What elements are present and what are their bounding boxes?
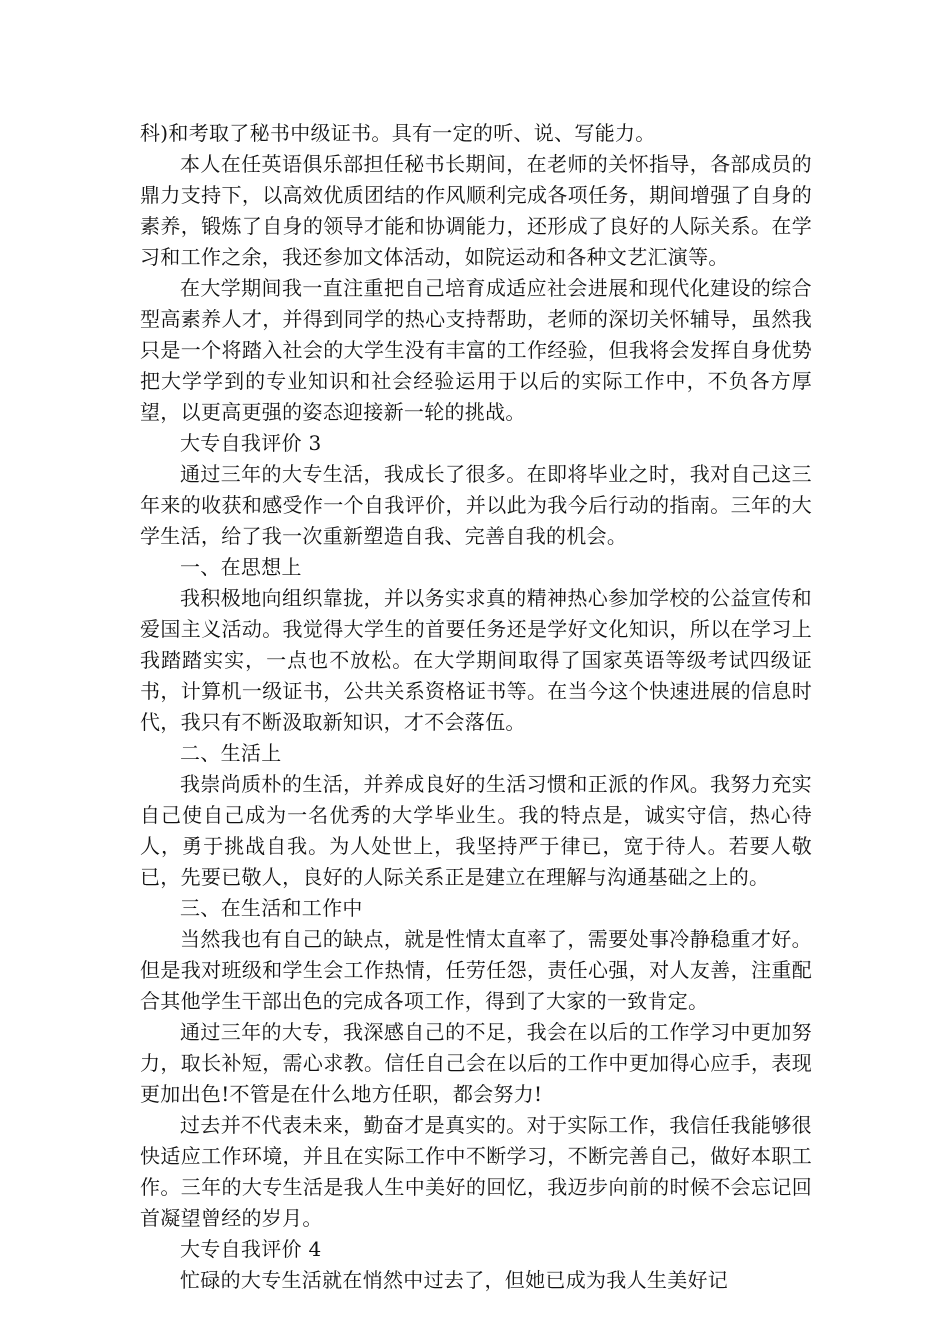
section-heading: 大专自我评价 4 (180, 1237, 322, 1261)
paragraph: 我崇尚质朴的生活，并养成良好的生活习惯和正派的作风。我努力充实自己使自己成为一名优秀的大学毕业生。我的特点是，诚实守信，热心待人，勇于挑战自我。为人处世上，我坚持严于律已，宽于待人。若要人敬已，先要已敬人，良好的人际关系正是建立在理解与沟通基础之上的。 (140, 772, 812, 889)
paragraph: 当然我也有自己的缺点，就是性情太直率了，需要处事冷静稳重才好。但是我对班级和学生会工作热情，任劳任怨，责任心强，对人友善，注重配合其他学生干部出色的完成各项工作，得到了大家的一致肯定。 (140, 927, 812, 1013)
section-heading: 二、生活上 (180, 741, 282, 765)
paragraph: 忙碌的大专生活就在悄然中过去了，但她已成为我人生美好记 (180, 1268, 729, 1292)
document-page (140, 118, 812, 1296)
paragraph: 科)和考取了秘书中级证书。具有一定的听、说、写能力。 (140, 121, 656, 145)
section-heading: 大专自我评价 3 (180, 431, 322, 455)
paragraph: 我积极地向组织靠拢，并以务实求真的精神热心参加学校的公益宣传和爱国主义活动。我觉得大学生的首要任务还是学好文化知识，所以在学习上我踏踏实实，一点也不放松。在大学期间取得了国家英语等级考试四级证书，计算机一级证书，公共关系资格证书等。在当今这个快速进展的信息时代，我只有不断汲取新知识，才不会落伍。 (140, 586, 812, 734)
paragraph: 通过三年的大专，我深感自己的不足，我会在以后的工作学习中更加努力，取长补短，需心求教。信任自己会在以后的工作中更加得心应手，表现更加出色!不管是在什么地方任职，都会努力! (140, 1020, 812, 1106)
paragraph: 通过三年的大专生活，我成长了很多。在即将毕业之时，我对自己这三年来的收获和感受作一个自我评价，并以此为我今后行动的指南。三年的大学生活，给了我一次重新塑造自我、完善自我的机会。 (140, 462, 812, 548)
section-heading: 一、在思想上 (180, 555, 302, 579)
section-heading: 三、在生活和工作中 (180, 896, 363, 920)
paragraph: 在大学期间我一直注重把自己培育成适应社会进展和现代化建设的综合型高素养人才，并得到同学的热心支持帮助，老师的深切关怀辅导，虽然我只是一个将踏入社会的大学生没有丰富的工作经验，但我将会发挥自身优势把大学学到的专业知识和社会经验运用于以后的实际工作中，不负各方厚望，以更高更强的姿态迎接新一轮的挑战。 (140, 276, 812, 424)
paragraph: 过去并不代表未来，勤奋才是真实的。对于实际工作，我信任我能够很快适应工作环境，并且在实际工作中不断学习，不断完善自己，做好本职工作。三年的大专生活是我人生中美好的回忆，我迈步向前的时候不会忘记回首凝望曾经的岁月。 (140, 1113, 812, 1230)
paragraph: 本人在任英语俱乐部担任秘书长期间，在老师的关怀指导，各部成员的鼎力支持下，以高效优质团结的作风顺利完成各项任务，期间增强了自身的素养，锻炼了自身的领导才能和协调能力，还形成了良好的人际关系。在学习和工作之余，我还参加文体活动，如院运动和各种文艺汇演等。 (140, 152, 812, 269)
